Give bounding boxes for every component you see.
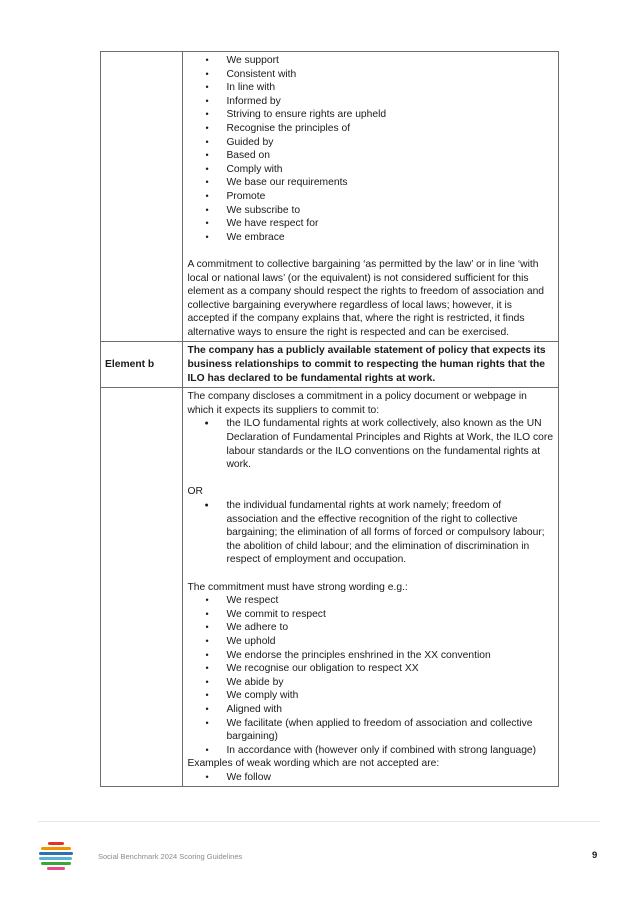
list-item: • We subscribe to	[187, 204, 554, 218]
weak-wording-intro: Examples of weak wording which are not accepted are:	[187, 758, 440, 770]
logo-stripe	[47, 867, 65, 870]
list-item: • Comply with	[187, 163, 554, 177]
empty-label-cell	[101, 52, 183, 342]
list-item: • In line with	[187, 81, 554, 95]
list-item: • We adhere to	[187, 621, 554, 635]
or-label: OR	[187, 486, 203, 498]
collective-bargaining-paragraph: A commitment to collective bargaining ‘as permitted by the law’ or in line ‘with local or national laws’ (or the equivalent) is not considered sufficient for this element as a company should respect the rights to freedom of association and collective bargaining everywhere regardless of local laws; however, it is accepted if the company explains that, where the right is restricted, it finds alternative ways to ensure the right is respected and can be exercised.	[187, 258, 545, 338]
logo-stripe	[48, 842, 64, 845]
list-item: • We respect	[187, 594, 554, 608]
footer-title: Social Benchmark 2024 Scoring Guidelines	[98, 852, 243, 861]
list-item: • We abide by	[187, 676, 554, 690]
wording-list	[187, 54, 554, 244]
list-item: • Informed by	[187, 95, 554, 109]
list-item: • Recognise the principles of	[187, 122, 554, 136]
benchmark-logo-icon	[38, 840, 74, 876]
empty-label-cell	[101, 388, 183, 787]
list-item: • We base our requirements	[187, 176, 554, 190]
bottom-content-cell	[183, 388, 559, 787]
list-item: ● the individual fundamental rights at work namely; freedom of association and the effective recognition of the right to collective bargaining; the elimination of all forms of forced or compulsory labour; the abolition of child labour; and the elimination of discrimination in respect of employment and occupation.	[187, 499, 554, 567]
list-item: • We endorse the principles enshrined in the XX convention	[187, 649, 554, 663]
list-item: • In accordance with (however only if combined with strong language)	[187, 744, 554, 758]
footer-divider	[38, 821, 600, 822]
table-row-element-b	[101, 342, 559, 388]
list-item: • We facilitate (when applied to freedom of association and collective bargaining)	[187, 717, 554, 744]
list-item: • We commit to respect	[187, 608, 554, 622]
list-item: • We have respect for	[187, 217, 554, 231]
list-item: • Striving to ensure rights are upheld	[187, 108, 554, 122]
top-content-cell	[183, 52, 559, 342]
logo-stripe	[41, 862, 71, 865]
list-item: • Aligned with	[187, 703, 554, 717]
list-item: • We comply with	[187, 689, 554, 703]
scoring-table	[100, 51, 559, 787]
element-b-label: Element b	[101, 342, 183, 388]
list-item: • Guided by	[187, 136, 554, 150]
table-row-bottom	[101, 388, 559, 787]
list-item: • Based on	[187, 149, 554, 163]
list-item: • We embrace	[187, 231, 554, 245]
list-item: • We uphold	[187, 635, 554, 649]
table-row-top	[101, 52, 559, 342]
weak-wording-list	[187, 771, 554, 785]
list-item: ● the ILO fundamental rights at work collectively, also known as the UN Declaration of Fundamental Principles and Rights at Work, the ILO core labour standards or the ILO conventions on the fundamental rights at work.	[187, 417, 554, 471]
list-item: • We recognise our obligation to respect XX	[187, 662, 554, 676]
logo-stripe	[39, 852, 73, 855]
element-b-statement: The company has a publicly available statement of policy that expects its business relationships to commit to respecting the human rights that the ILO has declared to be fundamental rights at work.	[183, 342, 559, 388]
supplier-intro: The company discloses a commitment in a policy document or webpage in which it expects its suppliers to commit to:	[187, 391, 527, 416]
logo-stripe	[39, 857, 72, 860]
list-item: • Consistent with	[187, 68, 554, 82]
strong-wording-list	[187, 594, 554, 757]
option-list-1	[187, 417, 554, 471]
logo-stripe	[41, 847, 71, 850]
page-number: 9	[592, 850, 598, 861]
list-item: • Promote	[187, 190, 554, 204]
option-list-2	[187, 499, 554, 567]
list-item: • We follow	[187, 771, 554, 785]
strong-wording-intro: The commitment must have strong wording e.g.:	[187, 581, 408, 593]
list-item: • We support	[187, 54, 554, 68]
